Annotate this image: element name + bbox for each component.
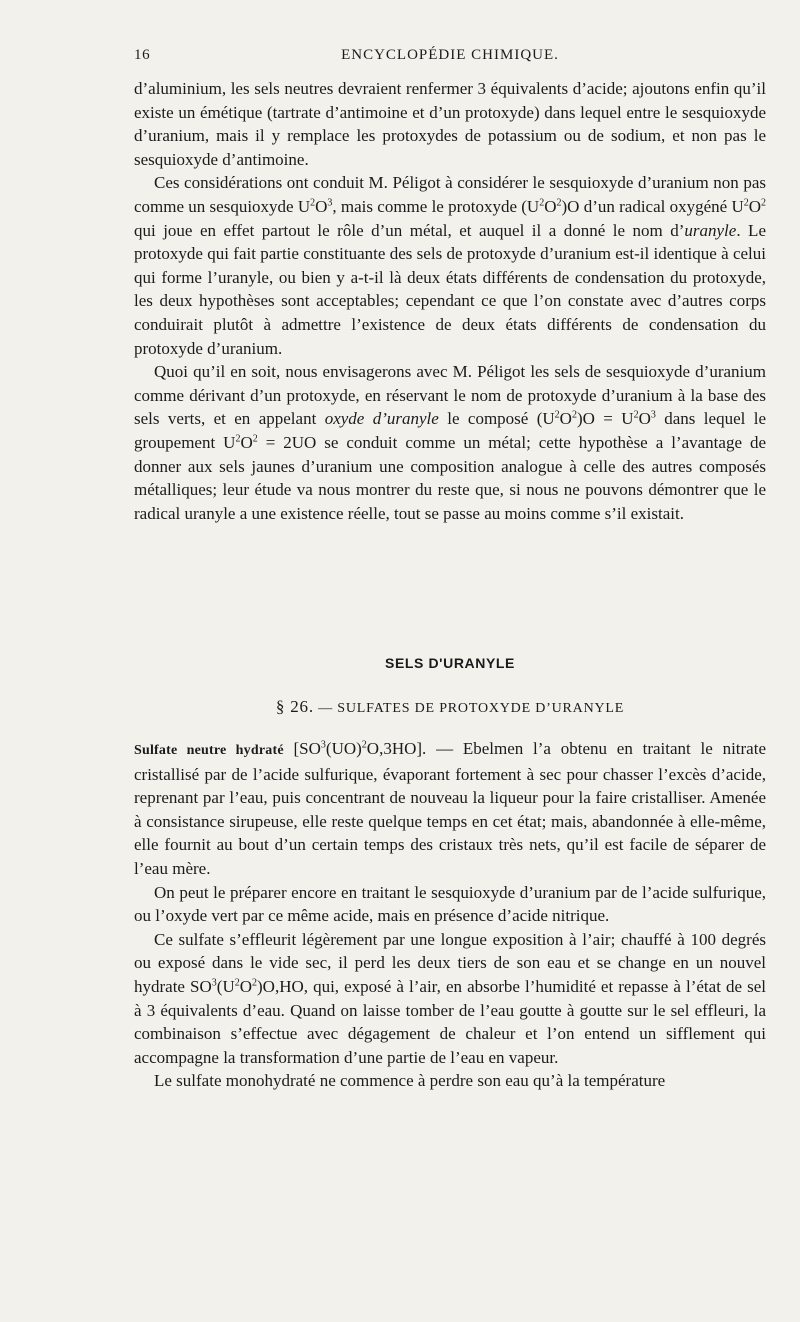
page-number: 16 bbox=[134, 47, 151, 63]
paragraph-oxyde-uranyle: Quoi qu’il en soit, nous envisagerons avec M. Péligot les sels de sesquioxyde d’uranium comme dérivant d’un protoxyde, en réservant le nom de protoxyde d’uranium à la base des sels verts, et en appelant oxyde d’uranyle le composé $(U^2O^2)O = U^2O^3$ dans lequel le groupement $U^2O^2 = 2UO$ se conduit comme un métal; cette hypothèse a l’avantage de donner aux sels jaunes d’uranium une composition analogue à celle des autres composés métalliques; leur étude va nous montrer du reste que, si nous ne pouvons démontrer que le radical uranyle a une existence réelle, tout se passe au moins comme s’il existait. bbox=[134, 362, 767, 523]
section-heading: SELS D'URANYLE bbox=[385, 655, 515, 671]
paragraph-peligot-uranyle: Ces considérations ont conduit M. Péligot à considérer le sesquioxyde d’uranium non pas comme un sesquioxyde $U^2O^3$, mais comme le protoxyde $(U^2O^2)O$ d’un radical oxygéné $U^2O^2$ qui joue en effet partout le rôle d’un métal, et auquel il a donné le nom d’uranyle. Le protoxyde qui fait partie constituante des sels de protoxyde d’uranium est-il identique à celui qui forme l’uranyle, ou bien y a-t-il là deux états différents de condensation du protoxyde, les deux hypothèses sont acceptables; cependant ce que l’on constate avec d’autres corps conduirait plutôt à admettre l’existence de deux états différents de condensation du protoxyde d’uranium. bbox=[134, 173, 767, 358]
body-text-bottom bbox=[134, 737, 766, 1093]
subsection-heading bbox=[134, 697, 766, 717]
running-head bbox=[134, 47, 766, 71]
runin-heading: Sulfate neutre hydraté bbox=[134, 743, 284, 758]
paragraph-preparation: On peut le préparer encore en traitant le sesquioxyde d’uranium par de l’acide sulfurique, ou l’oxyde vert par ce même acide, mais en présence d’acide nitrique. bbox=[134, 882, 766, 926]
section-number: § 26. bbox=[275, 697, 314, 716]
paragraph-sulfate-neutre: Sulfate neutre hydraté $[SO^3(UO)^2O,3HO]$. — Ebelmen l’a obtenu en traitant le nitrate cristallisé par de l’acide sulfurique, évaporant fortement à sec pour chasser l’excès d’acide, reprenant par l’eau, puis concentrant de nouveau la liqueur pour la faire cristalliser. Amenée à consistance sirupeuse, elle reste quelque temps en cet état; mais, abandonnée à elle-même, elle fournit au bout d’un certain temps des cristaux très nets, qu’il est facile de séparer de l’eau mère. bbox=[134, 739, 766, 878]
running-title: ENCYCLOPÉDIE CHIMIQUE. bbox=[341, 47, 559, 63]
body-text-top bbox=[134, 77, 766, 525]
paragraph-monohydrate: Le sulfate monohydraté ne commence à perdre son eau qu’à la température bbox=[154, 1071, 666, 1091]
paragraph-aluminium: d’aluminium, les sels neutres devraient renfermer 3 équivalents d’acide; ajoutons enfin qu’il existe un émétique (tartrate d’antimoine et d’un protoxyde) dans lequel entre le sesquioxyde d’uranium, mais il y remplace les protoxydes de potassium ou de sodium, et non pas le sesquioxyde d’antimoine. bbox=[134, 79, 766, 169]
paragraph-efflorescence: Ce sulfate s’effleurit légèrement par une longue exposition à l’air; chauffé à 100 degrés ou exposé dans le vide sec, il perd les deux tiers de son eau et se change en un nouvel hydrate $SO^3(U^2O^2)O,HO$, qui, exposé à l’air, en absorbe l’humidité et repasse à l’état de sel à 3 équivalents d’eau. Quand on laisse tomber de l’eau goutte à goutte sur le sel effleuri, la combinaison s’effectue avec dégagement de chaleur et l’on entend un sifflement qui accompagne la transformation d’une partie de l’eau en vapeur. bbox=[134, 929, 766, 1067]
term-oxyde-uranyle: oxyde d’uranyle bbox=[324, 409, 439, 429]
term-uranyle: uranyle bbox=[684, 220, 737, 240]
subsection-title: — SULFATES DE PROTOXYDE D’URANYLE bbox=[318, 701, 625, 716]
